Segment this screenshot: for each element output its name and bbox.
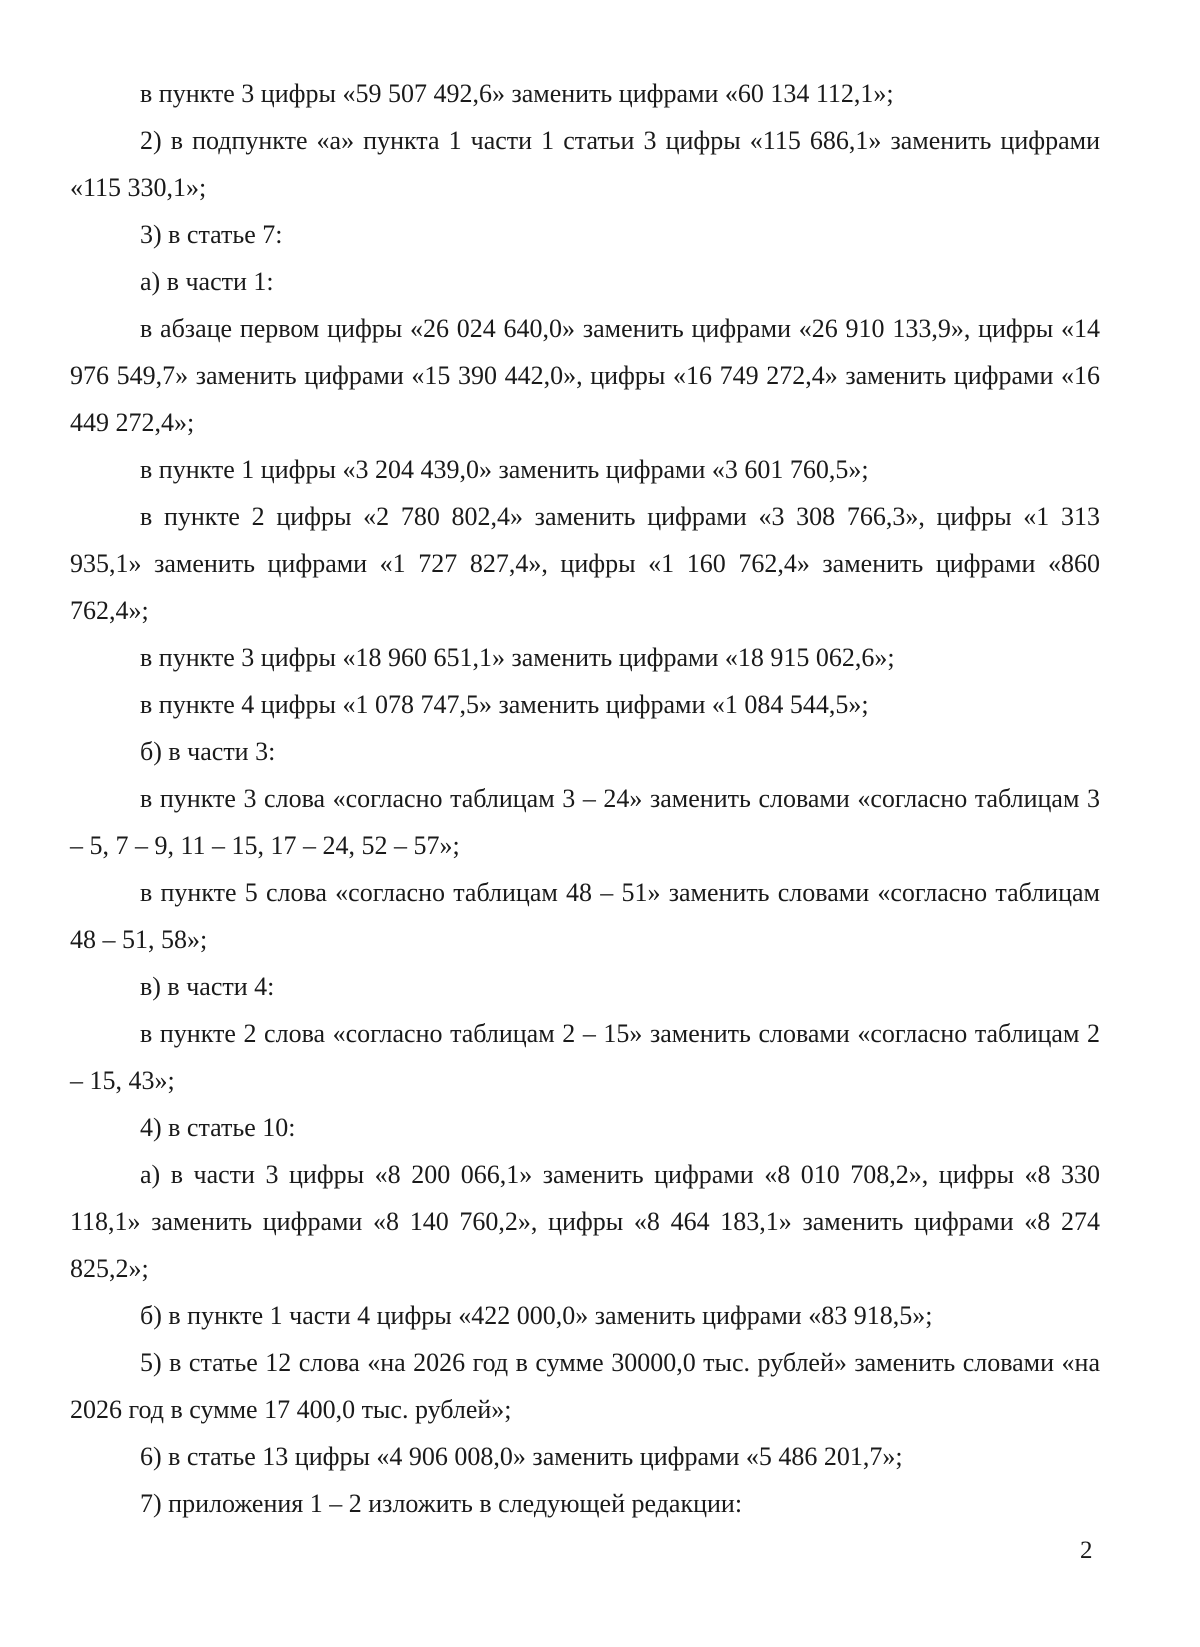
paragraph: в пункте 4 цифры «1 078 747,5» заменить цифрами «1 084 544,5»;	[140, 690, 869, 719]
paragraph: а) в части 1:	[140, 267, 274, 296]
page-number: 2	[1080, 1537, 1093, 1564]
document-body	[70, 70, 1100, 1527]
paragraph: в пункте 5 слова «согласно таблицам 48 – 51» заменить словами «согласно таблицам 48 – 51, 58»;	[70, 878, 1100, 954]
paragraph: в пункте 2 цифры «2 780 802,4» заменить цифрами «3 308 766,3», цифры «1 313 935,1» заменить цифрами «1 727 827,4», цифры «1 160 762,4» заменить цифрами «860 762,4»;	[70, 502, 1100, 625]
paragraph: в пункте 2 слова «согласно таблицам 2 – 15» заменить словами «согласно таблицам 2 – 15, 43»;	[70, 1019, 1100, 1095]
paragraph: в пункте 3 цифры «18 960 651,1» заменить цифрами «18 915 062,6»;	[140, 643, 895, 672]
paragraph: 6) в статье 13 цифры «4 906 008,0» заменить цифрами «5 486 201,7»;	[140, 1442, 903, 1471]
paragraph: 4) в статье 10:	[140, 1113, 296, 1142]
paragraph: б) в пункте 1 части 4 цифры «422 000,0» заменить цифрами «83 918,5»;	[140, 1301, 933, 1330]
paragraph: в пункте 3 цифры «59 507 492,6» заменить цифрами «60 134 112,1»;	[140, 79, 894, 108]
paragraph: в абзаце первом цифры «26 024 640,0» заменить цифрами «26 910 133,9», цифры «14 976 549,7» заменить цифрами «15 390 442,0», цифры «16 749 272,4» заменить цифрами «16 449 272,4»;	[70, 314, 1100, 437]
paragraph: 7) приложения 1 – 2 изложить в следующей редакции:	[140, 1489, 743, 1518]
paragraph: в пункте 1 цифры «3 204 439,0» заменить цифрами «3 601 760,5»;	[140, 455, 869, 484]
paragraph: в) в части 4:	[140, 972, 275, 1001]
paragraph: 3) в статье 7:	[140, 220, 283, 249]
paragraph: а) в части 3 цифры «8 200 066,1» заменить цифрами «8 010 708,2», цифры «8 330 118,1» заменить цифрами «8 140 760,2», цифры «8 464 183,1» заменить цифрами «8 274 825,2»;	[70, 1160, 1100, 1283]
paragraph: в пункте 3 слова «согласно таблицам 3 – 24» заменить словами «согласно таблицам 3 – 5, 7 – 9, 11 – 15, 17 – 24, 52 – 57»;	[70, 784, 1100, 860]
paragraph: б) в части 3:	[140, 737, 276, 766]
paragraph: 2) в подпункте «а» пункта 1 части 1 статьи 3 цифры «115 686,1» заменить цифрами «115 330,1»;	[70, 126, 1100, 202]
paragraph: 5) в статье 12 слова «на 2026 год в сумме 30000,0 тыс. рублей» заменить словами «на 2026 год в сумме 17 400,0 тыс. рублей»;	[70, 1348, 1100, 1424]
